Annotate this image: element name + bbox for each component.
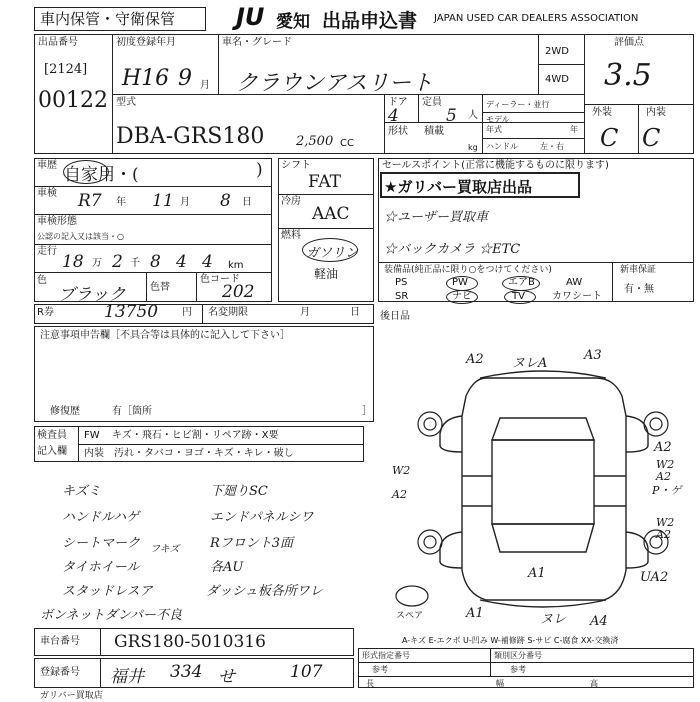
note-left-5: スタッドレスア	[62, 584, 153, 599]
equip-navi: ナビ	[452, 291, 472, 302]
mark-front-right: A3	[584, 348, 602, 363]
drive-4wd: 4WD	[545, 74, 569, 85]
plate-label: 登録番号	[40, 667, 80, 678]
equip-ps: PS	[395, 277, 408, 288]
plate-num2: 107	[290, 662, 323, 682]
capacity-label: 定員	[422, 97, 442, 108]
cooler-value: AAC	[312, 204, 350, 224]
lot-label: 出品番号	[38, 37, 78, 48]
model-year-unit: 年	[570, 125, 578, 134]
form-title: 出品申込書	[322, 10, 418, 32]
shift-value: FAT	[308, 172, 342, 192]
mileage-label: 走行	[37, 246, 57, 257]
mark-left-1: W2	[392, 464, 411, 477]
repair-label: 修復歴	[50, 406, 80, 417]
note-left-4: タイホイール	[62, 560, 140, 575]
navi-circle	[446, 290, 478, 304]
history-close: )	[256, 160, 263, 180]
capacity-unit: 人	[468, 110, 478, 121]
expiry-label: 名変期限	[208, 307, 248, 318]
notes-label: 注意事項申告欄［不具合等は具体的に記入して下さい］	[40, 330, 290, 341]
history-value: 自家用・(	[64, 165, 139, 185]
lot-code: [2124]	[44, 62, 88, 77]
model-label: 型式	[116, 97, 136, 108]
form-number-label: 形式指定番号	[362, 651, 410, 660]
length-label: 長	[366, 679, 374, 688]
mileage-u2: 千	[130, 258, 140, 269]
new-reg-label: 新車保証	[620, 265, 657, 275]
mark-front-left: A2	[466, 352, 484, 367]
mark-right-6: A2	[656, 528, 671, 541]
handle-value: 左・右	[540, 142, 564, 151]
sales-line-1: ☆ユーザー買取車	[384, 210, 489, 225]
exterior-label: 外装	[592, 107, 612, 118]
car-name-value: クラウンアスリート	[236, 71, 434, 96]
model-year-label1: モデル	[486, 115, 510, 124]
recycle-unit: 円	[182, 307, 192, 318]
mileage-v1: 18	[62, 252, 84, 272]
displacement-unit: CC	[340, 138, 354, 149]
assoc-name: JAPAN USED CAR DEALERS ASSOCIATION	[434, 13, 639, 24]
pw-circle	[446, 276, 478, 291]
fw-items: キズ・飛石・ヒビ割・リペア跡・X要	[112, 430, 279, 441]
mark-rear-bumper: ヌレ	[540, 612, 567, 627]
equipment-label: 装備品(純正品に限り○をつけてください)	[384, 265, 552, 275]
note-mid-3: フキズ	[150, 544, 180, 555]
mark-right-4: P・ゲ	[652, 484, 682, 497]
reg-year-label: 初度登録年月	[116, 37, 176, 48]
expiry-day: 日	[350, 307, 360, 318]
width-label: 幅	[496, 679, 504, 688]
recycle-label: R券	[37, 307, 54, 318]
doors-label: ドア	[388, 97, 408, 108]
note-right-3: Rフロント3面	[210, 536, 294, 551]
inspection-day: 8	[220, 191, 231, 211]
ref-label-2: 参考	[510, 665, 526, 674]
inspector-label1: 検査員	[37, 430, 67, 441]
mileage-u1: 万	[92, 258, 102, 269]
private-use-circle	[63, 160, 109, 184]
fuel-gasoline: ガソリン	[306, 246, 359, 261]
note-right-5: ダッシュ板各所ワレ	[206, 584, 323, 599]
sales-line-2: ☆バックカメラ ☆ETC	[384, 242, 521, 257]
lot-number: 00122	[38, 88, 108, 113]
equip-sr: SR	[395, 291, 409, 302]
equip-seat: カワシート	[552, 291, 602, 302]
inspection-day-unit: 日	[242, 197, 252, 208]
mod-label: 車検形態	[37, 216, 77, 227]
note-right-1: 下廻りSC	[210, 484, 268, 499]
gasoline-circle	[302, 238, 358, 262]
equip-tv: TV	[512, 291, 525, 302]
score-value: 3.5	[604, 58, 652, 93]
in-items: 汚れ・タバコ・ヨゴ・キズ・キレ・破し	[114, 448, 294, 459]
repair-close: ］	[362, 406, 372, 417]
mark-rear-left: A1	[466, 606, 484, 621]
note-right-4: 各AU	[210, 560, 244, 575]
mark-rear-right-2: A4	[590, 614, 608, 629]
remarks-label: 後日品	[380, 311, 410, 322]
inspection-era: R7	[78, 191, 102, 211]
equip-aw: AW	[566, 277, 583, 288]
in-label: 内装	[84, 448, 104, 459]
mileage-unit: km	[228, 260, 244, 271]
org-name: 愛知	[276, 12, 310, 32]
equip-airbag: エアB	[508, 277, 535, 288]
cooler-label: 冷房	[281, 196, 301, 207]
color-code-value: 202	[222, 282, 255, 302]
tv-circle	[504, 290, 536, 304]
inspection-label: 車検	[37, 188, 57, 199]
repair-value: 有［箇所	[112, 406, 152, 417]
car-name-label: 車名・グレード	[222, 37, 292, 48]
height-label: 高	[590, 679, 598, 688]
color-code-label: 色コード	[200, 274, 240, 285]
class-number-label: 類別区分番号	[494, 651, 542, 660]
equip-pw: PW	[452, 277, 468, 288]
mark-front-center: ヌレA	[512, 356, 548, 371]
history-label: 車歴	[37, 160, 57, 171]
chassis-label: 車台番号	[40, 636, 80, 647]
shift-label: シフト	[281, 160, 311, 171]
loading-label: 積載	[424, 126, 444, 137]
mileage-v4: 4	[176, 252, 187, 272]
dealer-label: ディーラー・並行	[486, 100, 550, 109]
mark-right-5: W2	[656, 516, 675, 529]
note-right-2: エンドパネルシワ	[210, 510, 314, 525]
ju-logo: JU	[236, 3, 265, 31]
recycle-value: 13750	[104, 302, 159, 322]
sales-point-label: セールスポイント(正常に機能するものに限ります)	[382, 160, 609, 171]
fw-label: FW	[84, 430, 100, 441]
new-reg-value: 有・無	[624, 284, 654, 295]
fuel-diesel: 軽油	[314, 267, 339, 281]
chassis-value: GRS180-5010316	[114, 632, 266, 652]
expiry-month: 月	[300, 307, 310, 318]
note-left-1: キズミ	[62, 484, 101, 499]
mileage-v2: 2	[112, 252, 123, 272]
car-damage-diagram	[390, 356, 694, 626]
handle-label: ハンドル	[486, 142, 518, 151]
reg-year-value: H16	[122, 66, 170, 91]
mod-note: 公認の記入又は該当・○	[37, 232, 124, 241]
mark-left-2: A2	[392, 488, 407, 501]
note-left-6: ボンネットダンパー不良	[40, 608, 182, 623]
mark-right-1: A2	[654, 440, 672, 455]
inspector-label2: 記入欄	[37, 446, 67, 457]
score-label: 評価点	[614, 37, 644, 48]
mileage-v3: 8	[150, 252, 161, 272]
color-label: 色	[37, 275, 47, 286]
loading-unit: kg	[468, 143, 478, 152]
footer-text: ガリバー買取店	[40, 691, 103, 701]
damage-legend: A-キズ E-エクボ U-凹み W-補修跡 S-サビ C-腐食 XX-交換済	[402, 636, 619, 645]
plate-num1: 334	[170, 662, 203, 682]
inspection-month-unit: 月	[180, 197, 190, 208]
note-left-3: シートマーク	[62, 536, 141, 551]
color-change-label: 色替	[150, 282, 170, 293]
mark-rear-center: A1	[528, 566, 546, 581]
exterior-value: C	[600, 124, 619, 152]
color-value: ブラック	[58, 285, 126, 305]
model-year-label2: 年式	[486, 125, 502, 134]
capacity-value: 5	[446, 106, 457, 126]
fuel-label: 燃料	[281, 230, 301, 241]
inspection-month: 11	[152, 191, 174, 211]
recycle-row	[34, 304, 374, 324]
mark-right-2: W2	[656, 458, 675, 471]
storage-note: 車内保管・守衛保管	[40, 10, 176, 28]
shape-label: 形状	[388, 126, 408, 137]
displacement-value: 2,500	[296, 134, 334, 149]
drive-2wd: 2WD	[545, 46, 569, 57]
interior-value: C	[642, 124, 661, 152]
note-left-2: ハンドルハゲ	[62, 510, 140, 525]
inspection-year-unit: 年	[116, 197, 126, 208]
model-value: DBA-GRS180	[116, 124, 265, 149]
airbag-circle	[502, 276, 540, 291]
interior-label: 内装	[646, 107, 666, 118]
plate-kana: せ	[218, 667, 235, 687]
reg-month-unit: 月	[200, 80, 210, 91]
spare-label: スペア	[396, 611, 424, 621]
ref-label-1: 参考	[372, 665, 388, 674]
mileage-v5: 4	[202, 252, 213, 272]
reg-month-value: 9	[178, 66, 192, 91]
mark-rear-right: UA2	[640, 570, 669, 585]
gulliver-stamp: ★ガリバー買取店出品	[384, 178, 532, 196]
mark-right-3: A2	[656, 470, 671, 483]
plate-pref: 福井	[110, 667, 144, 687]
doors-value: 4	[388, 106, 399, 126]
